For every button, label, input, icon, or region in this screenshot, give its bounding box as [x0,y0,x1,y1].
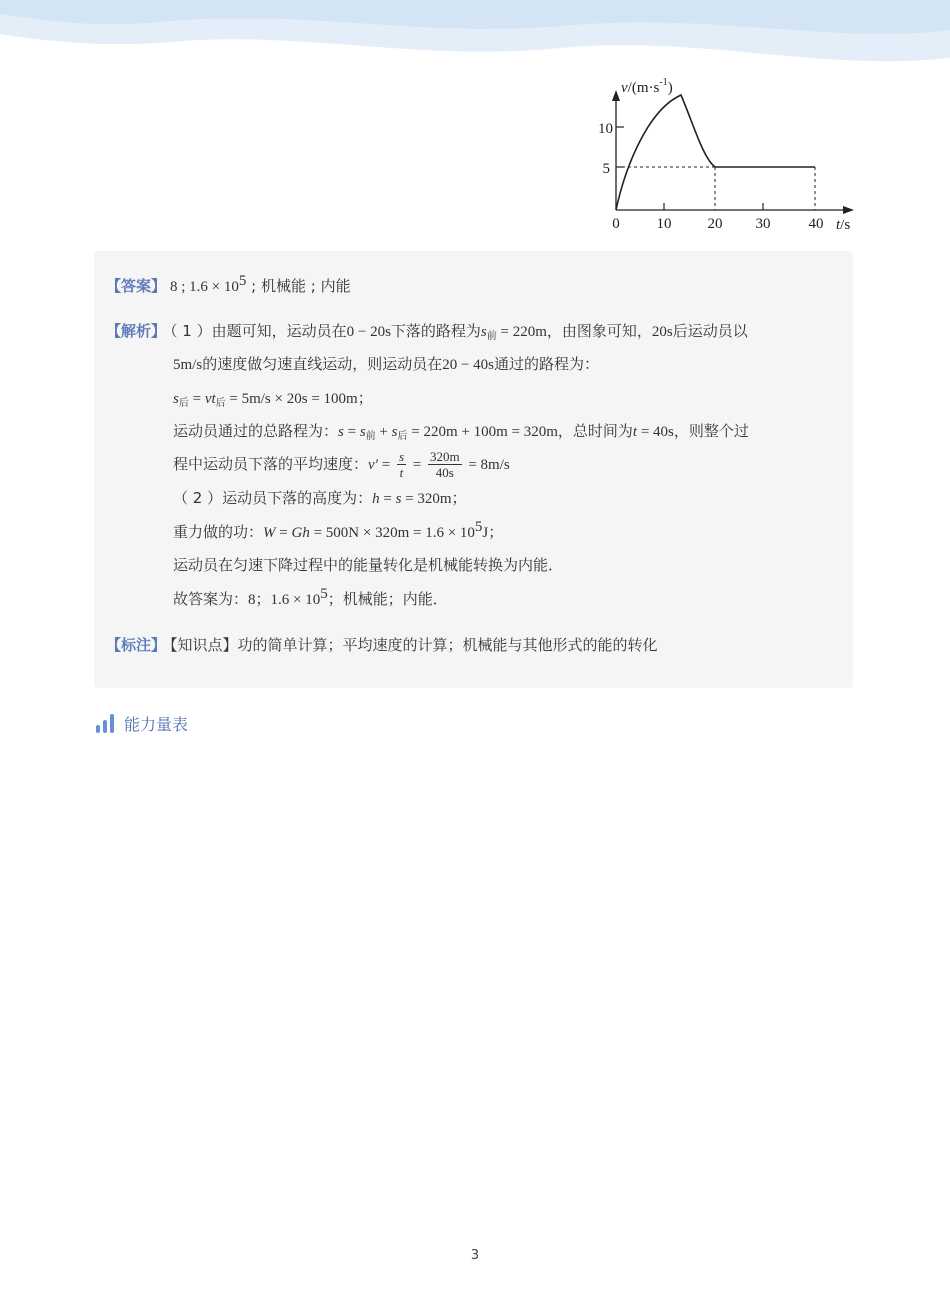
fraction-320-over-40: $\frac{320m}{40s}$ [429,449,460,480]
analysis-line-9: 故答案为：8；$1.6 \times 10^5$；机械能；内能． [173,586,448,608]
bar-chart-icon [96,713,114,733]
analysis-line-7: 重力做的功：$W = Gh = 500N \times 320m = 1.6 \times 10^5J$； [173,519,504,541]
note-text: 【知识点】功的简单计算；平均速度的计算；机械能与其他形式的能的转化 [170,636,658,654]
analysis-line-6: （ 2 ）运动员下落的高度为：h = s = 320m； [173,489,467,507]
answer-box [94,251,853,688]
answer-tag: 【答案】 [106,277,167,295]
fraction-s-over-t: $\frac{s}{t}$ [398,449,404,480]
analysis-tag: 【解析】 [106,322,167,340]
note-tag: 【标注】 [106,636,167,654]
y-tick-label: 5 [602,161,610,177]
analysis-line-3: $s_后 = vt_后 = 5m/s \times 20s = 100m$； [173,389,373,409]
section-title: 能力量表 [124,714,189,734]
page-number: 3 [470,1248,480,1263]
x-tick-label: 10 [656,216,672,232]
y-tick-label: 10 [598,121,613,137]
x-tick-label: 40 [808,216,824,232]
header-wave-decoration [0,0,950,75]
analysis-line-1: 【解析】 （ 1 ）由题可知，运动员在0 − 20s下落的路程为$s_前 = 220m$，由图象可知，20s后运动员以 [106,322,748,342]
y-axis-label: $v/(m\cdot s^{-1})$ [621,77,673,96]
y-axis-arrow [612,90,620,101]
velocity-time-graph [585,68,860,240]
x-axis-arrow [843,206,854,214]
ability-scale-heading [96,712,188,734]
note-row [106,635,658,655]
analysis-line-4: 运动员通过的总路程为：$s = s_前 + s_后 = 220m + 100m = 320m$，总时间为t = 40s，则整个过 [173,422,749,442]
x-tick-label: 20 [707,216,723,232]
x-axis-label: t/s [836,217,851,233]
analysis-line-2: 5m/s的速度做匀速直线运动，则运动员在20 − 40s通过的路程为： [173,355,600,373]
answer-row: 【答案】 8 ; $1.6 \times 10^5$ ; 机械能 ; 内能 [106,273,351,295]
x-tick-label: 30 [755,216,771,232]
analysis-line-8: 运动员在匀速下降过程中的能量转化是机械能转换为内能． [173,556,564,574]
analysis-line-5: 程中运动员下落的平均速度：v′ = $\frac{s}{t}$ = $\frac{320m}{40s}$ = 8m/s [173,449,510,480]
x-tick-label: 0 [612,216,620,232]
